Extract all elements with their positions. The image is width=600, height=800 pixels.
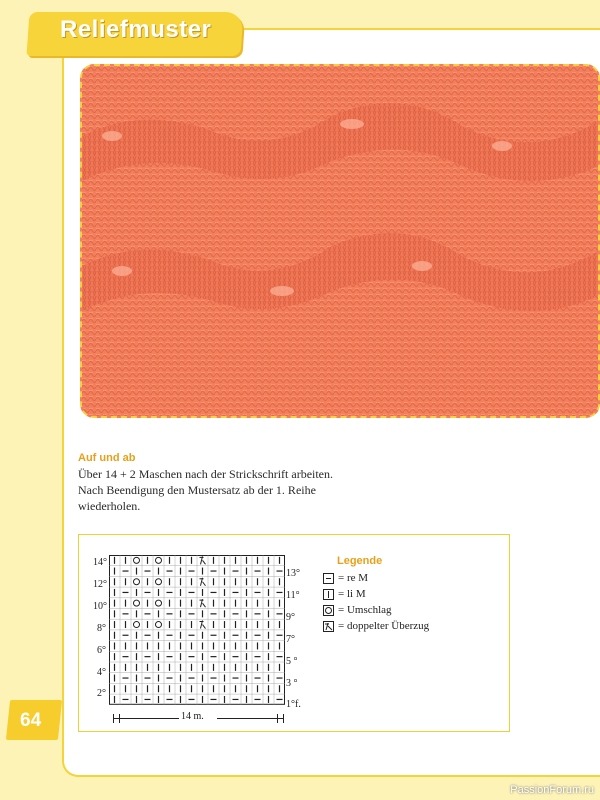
legend-item <box>323 586 429 602</box>
row-number-left: 8° <box>97 623 106 634</box>
row-number-right: 5 ° <box>286 656 298 667</box>
pattern-description <box>78 450 378 514</box>
dash-symbol-icon <box>323 573 334 584</box>
legend-label: = li M <box>338 588 366 600</box>
row-number-left: 2° <box>97 688 106 699</box>
row-number-left: 4° <box>97 667 106 678</box>
legend-label: = re M <box>338 572 369 584</box>
row-number-left: 6° <box>97 645 106 656</box>
instruction-line: Nach Beendigung den Mustersatz ab der 1. Reihe <box>78 483 316 497</box>
row-number-right: 7° <box>286 634 295 645</box>
instruction-line: Über 14 + 2 Maschen nach der Strickschrift arbeiten. <box>78 467 334 481</box>
width-marker <box>113 712 285 724</box>
bar-symbol-icon <box>323 589 334 600</box>
decrease-symbol-icon <box>323 621 334 632</box>
legend-item <box>323 570 429 586</box>
row-number-right: 9° <box>286 612 295 623</box>
watermark: PassionForum.ru <box>510 784 594 796</box>
legend-item <box>323 602 429 618</box>
knitting-chart-grid <box>109 555 285 705</box>
legend-title: Legende <box>337 555 383 567</box>
row-number-right: 11° <box>286 590 300 601</box>
knitting-chart-box <box>78 534 510 732</box>
row-number-right: 13° <box>286 568 300 579</box>
circle-symbol-icon <box>323 605 334 616</box>
legend-label: = Umschlag <box>338 604 392 616</box>
pattern-heading: Auf und ab <box>78 452 136 464</box>
legend <box>323 555 429 634</box>
page-title: Reliefmuster <box>60 16 212 43</box>
instruction-line: wiederholen. <box>78 499 141 513</box>
row-number-left: 10° <box>93 601 107 612</box>
row-number-left: 14° <box>93 557 107 568</box>
row-number-right: 3 ° <box>286 678 298 689</box>
row-number-right: 1°f. <box>286 699 301 710</box>
legend-label: = doppelter Überzug <box>338 620 430 632</box>
knitting-photo <box>80 64 600 418</box>
row-number-left: 12° <box>93 579 107 590</box>
legend-item <box>323 618 429 634</box>
width-label: 14 m. <box>181 711 204 722</box>
page-number: 64 <box>20 710 42 731</box>
